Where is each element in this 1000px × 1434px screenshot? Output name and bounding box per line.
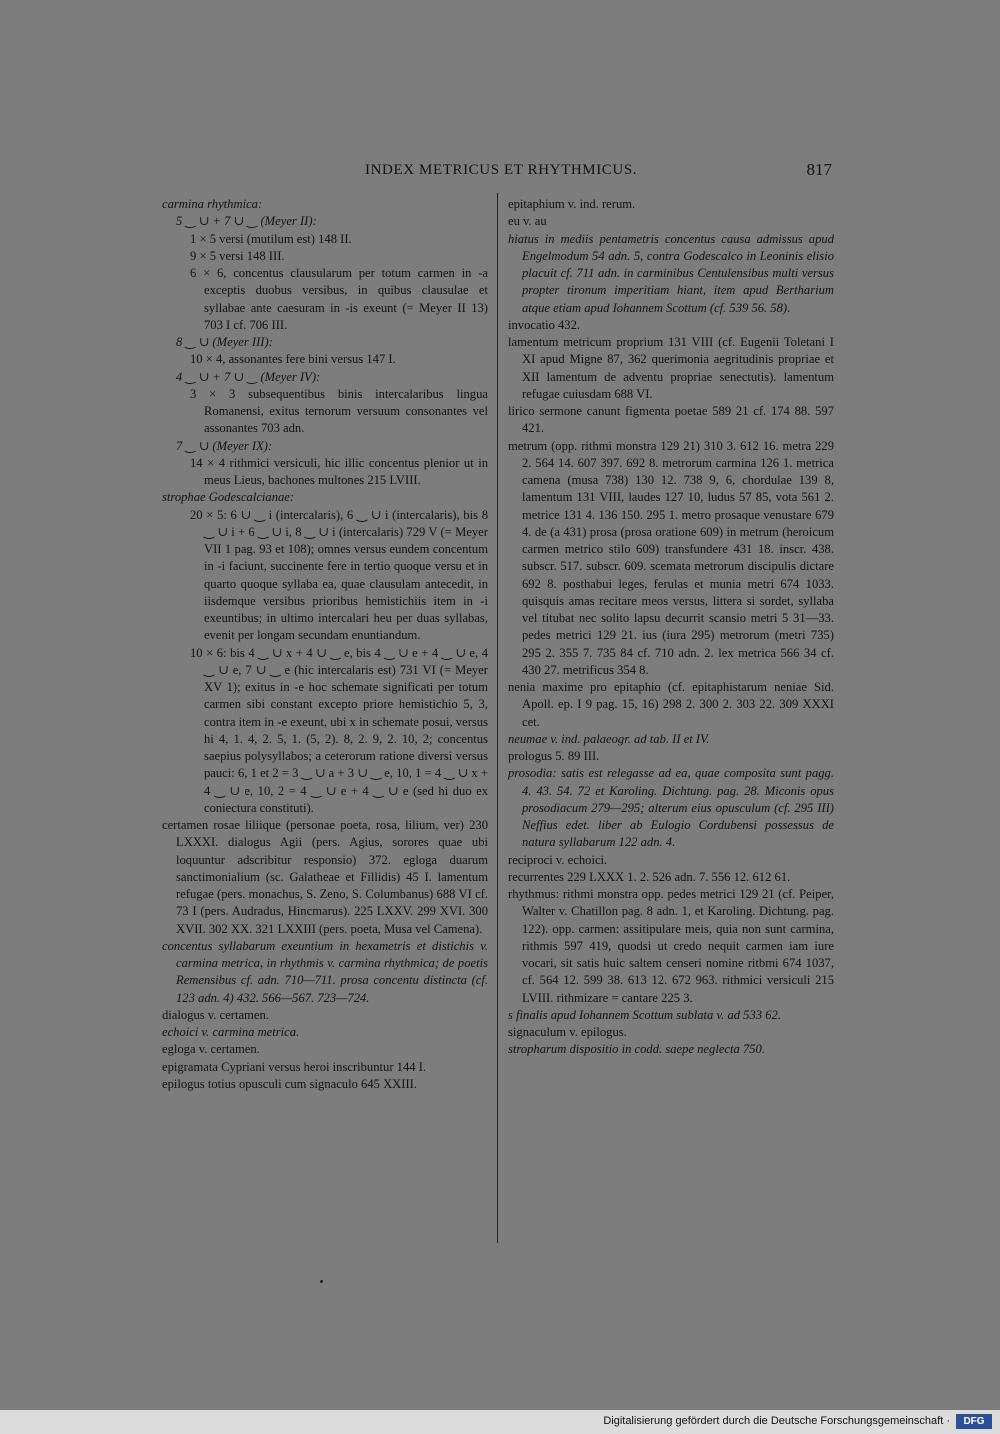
index-entry: stropharum dispositio in codd. saepe neglecta 750. [508,1042,765,1057]
index-entry: rhythmus: rithmi monstra opp. pedes metrici 129 21 (cf. Peiper, Walter v. Chatillon pag. 8 adn. 1, et Karoling. Dichtung. pag. 122). opp. carmen: assitipulare meis, quia non sunt carmina, rithmis 597 419, quodsi ut credo nequit carmen iam iure vocari, sit satis huic saltem censeri nomine ritbmi 674 1037, cf. 564 12. 599 38. 613 12. 672 963. rithmici versiculi 215 LVIII. rithmizare = cantare 225 3. [508,887,834,1005]
index-entry: dialogus v. certamen. [162,1007,269,1022]
index-entry: epilogus totius opusculi cum signaculo 645 XXIII. [162,1076,417,1091]
index-entry: 9 × 5 versi 148 III. [190,248,285,263]
index-entry: 7 ‿ ∪ (Meyer IX): [176,438,273,453]
index-entry: signaculum v. epilogus. [508,1025,627,1039]
page-number: 817 [806,160,832,179]
funding-notice: Digitalisierung gefördert durch die Deutsche Forschungsgemeinschaft · [603,1415,950,1427]
index-entry: neumae v. ind. palaeogr. ad tab. II et IV. [508,731,710,746]
index-entry: lamentum metricum proprium 131 VIII (cf. Eugenii Toletani I XI apud Migne 87, 362 querimonia aegritudinis propriae et XII lamentum de adventu propriae senectutis). lamentum refugae cuiusdam 688 VI. [508,335,834,401]
index-entry: lirico sermone canunt figmenta poetae 589 21 cf. 174 88. 597 421. [508,404,834,436]
running-header [160,160,832,186]
footer-bar [0,1410,1000,1434]
index-entry: nenia maxime pro epitaphio (cf. epitaphistarum neniae Sid. Apoll. ep. I 9 pag. 15, 16) 298 2. 300 2. 303 22. 309 XXXI cet. [508,680,834,729]
index-entry: 10 × 4, assonantes fere bini versus 147 I. [190,352,396,367]
index-entry: strophae Godescalcianae: [162,490,295,505]
index-entry: reciproci v. echoici. [508,852,608,867]
index-entry: prologus 5. 89 III. [508,749,600,763]
index-entry: prosodia: satis est relegasse ad ea, quae composita sunt pagg. 4. 43. 54. 72 et Karoling. Dichtung. pag. 28. Miconis opus prosodiacum 279—295; alterum eius opusculum (cf. 295 III) Neffius edet. liber ab Eulogio Cordubensi possessus de natura syllabarum 122 adn. 4. [508,766,834,850]
index-entry: epitaphium v. ind. rerum. [508,197,636,211]
dfg-logo: DFG [956,1414,992,1429]
index-entry: echoici v. carmina metrica. [162,1025,300,1039]
index-entry: 6 × 6, concentus clausularum per totum carmen in -a exceptis duobus versibus, in quibus clausulae et syllabae ante caesuram in -is exeunt (= Meyer II 13) 703 I cf. 706 III. [190,266,488,332]
index-entry: s finalis apud Iohannem Scottum sublata v. ad 533 62. [508,1007,781,1022]
index-entry: eu v. au [508,214,547,229]
index-entry: certamen rosae liliique (personae poeta, rosa, lilium, ver) 230 LXXXI. dialogus Agii (pers. Agius, sorores quae ubi loquuntur adscribitur responsio) 372. egloga duarum sanctimonialium (sc. Galatheae et Fillidis) 45 I. lamentum refugae (pers. monachus, S. Zeno, S. Columbanus) 688 VI cf. 73 I (pers. Audradus, Hincmarus). 225 LXXV. 299 XVI. 300 XVII. 302 XX. 321 LXXIII (pers. poeta, Musa vel Camena). [162,818,488,936]
index-entry: egloga v. certamen. [162,1042,260,1057]
index-entry: 10 × 6: bis 4 ‿ ∪ x + 4 ∪ ‿ e, bis 4 ‿ ∪ e + 4 ‿ ∪ e, 4 ‿ ∪ e, 7 ∪ ‿ e (hic intercalaris est) 731 VI (= Meyer XV 1); exitus in -e hoc schemate significati per totum carmen sibi constant excepto priore hemistichio 5, 3, contra item in -e exeunt, ubi x in schemate posui, versus hi 4, 1. 4, 2. 5, 1. (5, 2). 8, 2. 9, 2. 10, 2; concentus saepius polysyllabos; a ceterorum ratione diversi versus pauci: 6, 1 et 2 = 3 ‿ ∪ a + 3 ∪ ‿ e, 10, 1 = 4 ‿ ∪ x + 4 ‿ ∪ e, 10, 2 = 4 ‿ ∪ e + 4 ‿ ∪ e (sed hi duo ex coniectura constituti). [190,645,488,815]
index-entry: carmina rhythmica: [162,197,263,211]
index-entry: epigramata Cypriani versus heroi inscribuntur 144 I. [162,1059,427,1074]
index-entry: 3 × 3 subsequentibus binis intercalaribus lingua Romanensi, exitus ternorum versuum consonantes vel assonantes 703 adn. [190,386,488,436]
index-entry: 14 × 4 rithmici versiculi, hic illic concentus plenior ut in meus Lieus, bachones multones 215 LVIII. [190,455,488,487]
index-entry: metrum (opp. rithmi monstra 129 21) 310 3. 612 16. metra 229 2. 564 14. 607 397. 692 8. metrorum carmina 126 1. metrica camena (musa 738) 130 12. 738 9, 6, chordulae 139 8, lamentum 131 VIII, laudes 127 10, ludus 57 85, vota 561 2. metrice 131 4. 136 150. 295 1. metro prosaque venustare 679 4. de (a 431) prosa (prosa oratione 609) in metrum (heroicum carmen metrico stilo 609) transfundere 431 18. inscr. 438. subscr. 517. subscr. 609. scemata metrorum discipulis dictare 692 8. posthabui leges, ferulas et munia metri 674 1033. quisquis amas recitare meos versus, littera si sordet, syllaba vel titubat nec solito lapsu decurrit scansio metri 5 31—33. pedes metrici 129 21. ius (iura 295) metrorum (metri 735) 295 2. 355 7. 735 84 cf. 710 adn. 2. lex metrica 566 34 cf. 430 27. metrificus 354 8. [508,438,834,677]
index-entry: concentus syllabarum exeuntium in hexametris et distichis v. carmina metrica, in rhythmis v. carmina rhythmica; de poetis Remensibus cf. adn. 710—711. prosa concentu distincta (cf. 123 adn. 4) 432. 566—567. 723—724. [162,938,488,1005]
index-entry: recurrentes 229 LXXX 1. 2. 526 adn. 7. 556 12. 612 61. [508,869,791,884]
page-speck [320,1280,323,1283]
index-entry: invocatio 432. [508,317,581,332]
index-entry: 4 ‿ ∪ + 7 ∪ ‿ (Meyer IV): [176,369,321,384]
index-entry: 20 × 5: 6 ∪ ‿ i (intercalaris), 6 ‿ ∪ i (intercalaris), bis 8 ‿ ∪ i + 6 ‿ ∪ i, 8 ‿ ∪ i (intercalaris) 729 V (= Meyer VII 1 pag. 93 et 108); omnes versus eundem concentum in -i faciunt, succinente fere in tertio quoque versu et in quarto quoque syllaba ea, quae clausulam antecedit, in iisdemque versibus prioribus hemistichiis item in -i exeuntibus; in ultimo intercalari heu per duas syllabas, evenit per longam secundam enuntiandum. [190,507,488,643]
right-column [508,196,834,1059]
index-entry: 8 ‿ ∪ (Meyer III): [176,335,273,349]
column-divider [497,193,498,1243]
index-entry: 5 ‿ ∪ + 7 ∪ ‿ (Meyer II): [176,214,317,229]
left-column [162,196,488,1093]
running-title: INDEX METRICUS ET RHYTHMICUS. [365,162,638,178]
index-entry: hiatus in mediis pentametris concentus causa admissus apud Engelmodum 54 adn. 5, contra Godescalco in Leoninis elisio placuit cf. 711 adn. in carminibus Centulensibus multi versus propter tironum imperitiam hiant, item apud Bertharium atque etiam apud Iohannem Scottum (cf. 539 56. 58). [508,231,834,315]
index-entry: 1 × 5 versi (mutilum est) 148 II. [190,231,352,246]
